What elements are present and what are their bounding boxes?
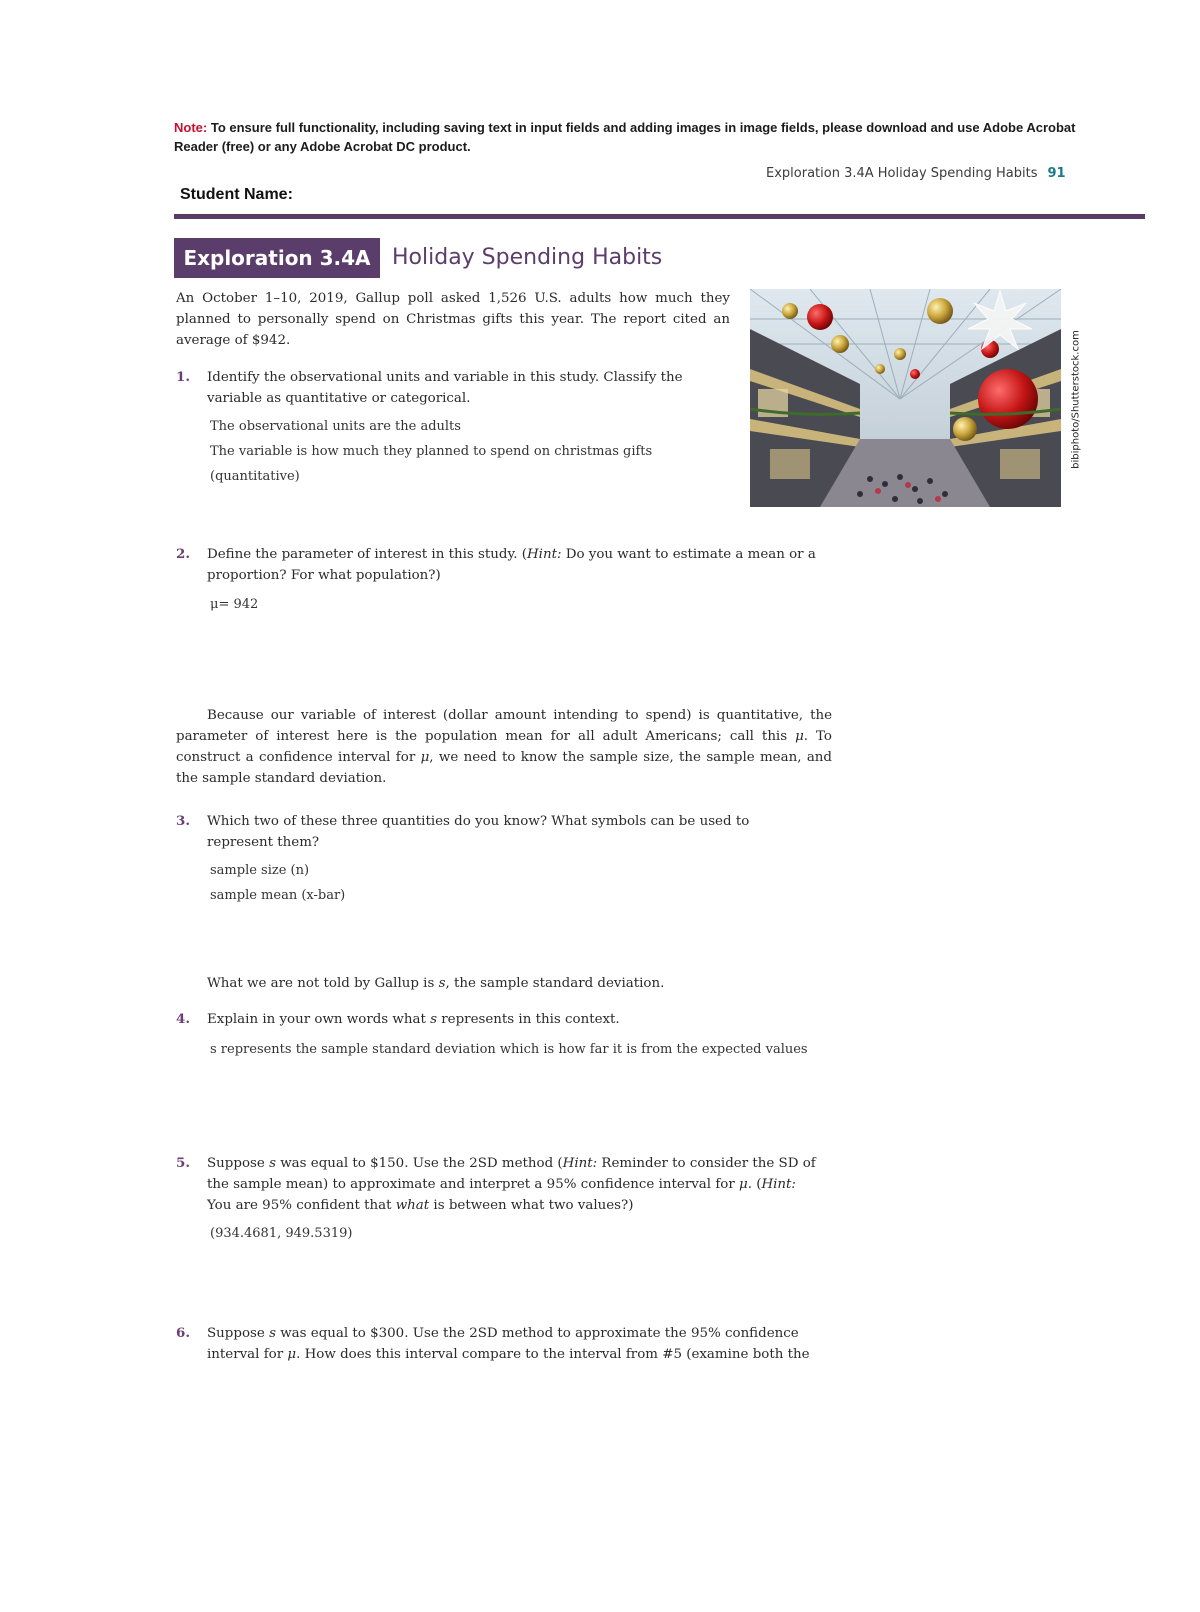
question-text: Which two of these three quantities do you know? What symbols can be used to represent them?: [207, 814, 750, 850]
question-2: [176, 544, 816, 586]
answer-line: (quantitative): [210, 469, 300, 484]
mu-symbol: μ: [420, 750, 430, 765]
exploration-title: Holiday Spending Habits: [392, 245, 663, 270]
note-text: To ensure full functionality, including saving text in input fields and adding images in image fields, please download and use Adobe Acrobat Reader (free) or any Adobe Acrobat DC product.: [174, 120, 1076, 154]
s-symbol: s: [430, 1012, 438, 1027]
text-run: Do you want to estimate a mean or a proportion? For what population?): [207, 547, 816, 583]
question-5: [176, 1153, 822, 1216]
answer-line: sample size (n): [210, 863, 310, 878]
hint-label: Hint:: [562, 1156, 598, 1171]
question-number: 3.: [176, 813, 190, 829]
text-run: . To construct a confidence interval for: [176, 729, 832, 765]
question-number: 4.: [176, 1011, 190, 1027]
running-head-text: Exploration 3.4A Holiday Spending Habits: [766, 166, 1038, 181]
answer-field-5[interactable]: [210, 1221, 810, 1246]
text-run: What we are not told by Gallup is: [207, 976, 439, 991]
text-run: is between what two values?): [429, 1198, 634, 1213]
text-run: Reminder to consider the SD of the sample mean) to approximate and interpret a 95% confidence interval for: [207, 1156, 816, 1192]
question-text: [207, 1009, 816, 1030]
s-symbol: s: [269, 1326, 276, 1341]
text-run: Because our variable of interest (dollar amount intending to spend) is quantitative, the parameter of interest here is the population mean for all adult Americans; call this: [176, 708, 832, 744]
question-text: [207, 1153, 822, 1216]
answer-field-1[interactable]: [210, 414, 810, 489]
exploration-tag: Exploration 3.4A: [174, 238, 380, 278]
answer-line: (934.4681, 949.5319): [210, 1226, 353, 1241]
answer-line: The variable is how much they planned to spend on christmas gifts: [210, 444, 653, 459]
hint-label: Hint:: [526, 547, 562, 562]
text-run: was equal to $150. Use the 2SD method (: [275, 1156, 563, 1171]
hint-label: Hint:: [761, 1177, 796, 1192]
intro-paragraph: An October 1–10, 2019, Gallup poll asked 1,526 U.S. adults how much they planned to personally spend on Christmas gifts this year. The report cited an average of $942.: [176, 291, 730, 348]
note-label: Note:: [174, 120, 208, 135]
text-run: represents in this context.: [437, 1012, 620, 1027]
parameter-paragraph: [176, 705, 832, 789]
running-head: [766, 166, 1066, 181]
answer-field-4[interactable]: [210, 1037, 850, 1062]
answer-field-3[interactable]: [210, 858, 810, 908]
answer-line: μ= 942: [210, 597, 259, 612]
acrobat-note: [174, 118, 1094, 156]
missing-sd-paragraph: [207, 973, 827, 994]
text-run: Explain in your own words what: [207, 1012, 431, 1027]
question-text: [207, 1323, 822, 1365]
mu-symbol: μ: [795, 729, 804, 744]
student-name-field[interactable]: [310, 182, 750, 206]
text-run: Suppose: [207, 1326, 270, 1341]
text-run: , we need to know the sample size, the sample mean, and the sample standard deviation.: [176, 750, 832, 786]
answer-line: sample mean (x-bar): [210, 888, 346, 903]
page-number: 91: [1047, 166, 1066, 181]
question-text: [207, 544, 816, 586]
mu-symbol: μ: [287, 1347, 297, 1362]
text-run: . (: [747, 1177, 762, 1192]
answer-line: s represents the sample standard deviation which is how far it is from the expected values: [210, 1042, 808, 1057]
emphasis: what: [395, 1198, 430, 1213]
text-run: was equal to $300. Use the 2SD method to approximate the 95% confidence interval for: [207, 1326, 799, 1362]
answer-field-2[interactable]: [210, 592, 810, 617]
text-run: You are 95% confident that: [207, 1198, 396, 1213]
s-symbol: s: [269, 1156, 276, 1171]
answer-line: The observational units are the adults: [210, 419, 461, 434]
question-4: [176, 1009, 816, 1030]
question-6: [176, 1323, 822, 1365]
mu-symbol: μ: [739, 1177, 748, 1192]
photo-credit-text: bibiphoto/Shutterstock.com: [1070, 330, 1082, 469]
student-name-label: Student Name:: [180, 186, 293, 203]
question-1: [176, 367, 710, 409]
text-run: , the sample standard deviation.: [445, 976, 665, 991]
header-rule: [174, 214, 1145, 219]
question-number: 2.: [176, 546, 190, 562]
text-run: . How does this interval compare to the interval from #5 (examine both the: [296, 1347, 810, 1362]
question-number: 6.: [176, 1325, 190, 1341]
question-number: 1.: [176, 369, 190, 385]
question-text: Identify the observational units and variable in this study. Classify the variable as quantitative or categorical.: [207, 370, 683, 406]
text-run: Suppose: [207, 1156, 270, 1171]
photo-credit: [1066, 300, 1086, 508]
question-3: [176, 811, 776, 853]
text-run: Define the parameter of interest in this study. (: [207, 547, 527, 562]
s-symbol: s: [438, 976, 446, 991]
question-number: 5.: [176, 1155, 190, 1171]
